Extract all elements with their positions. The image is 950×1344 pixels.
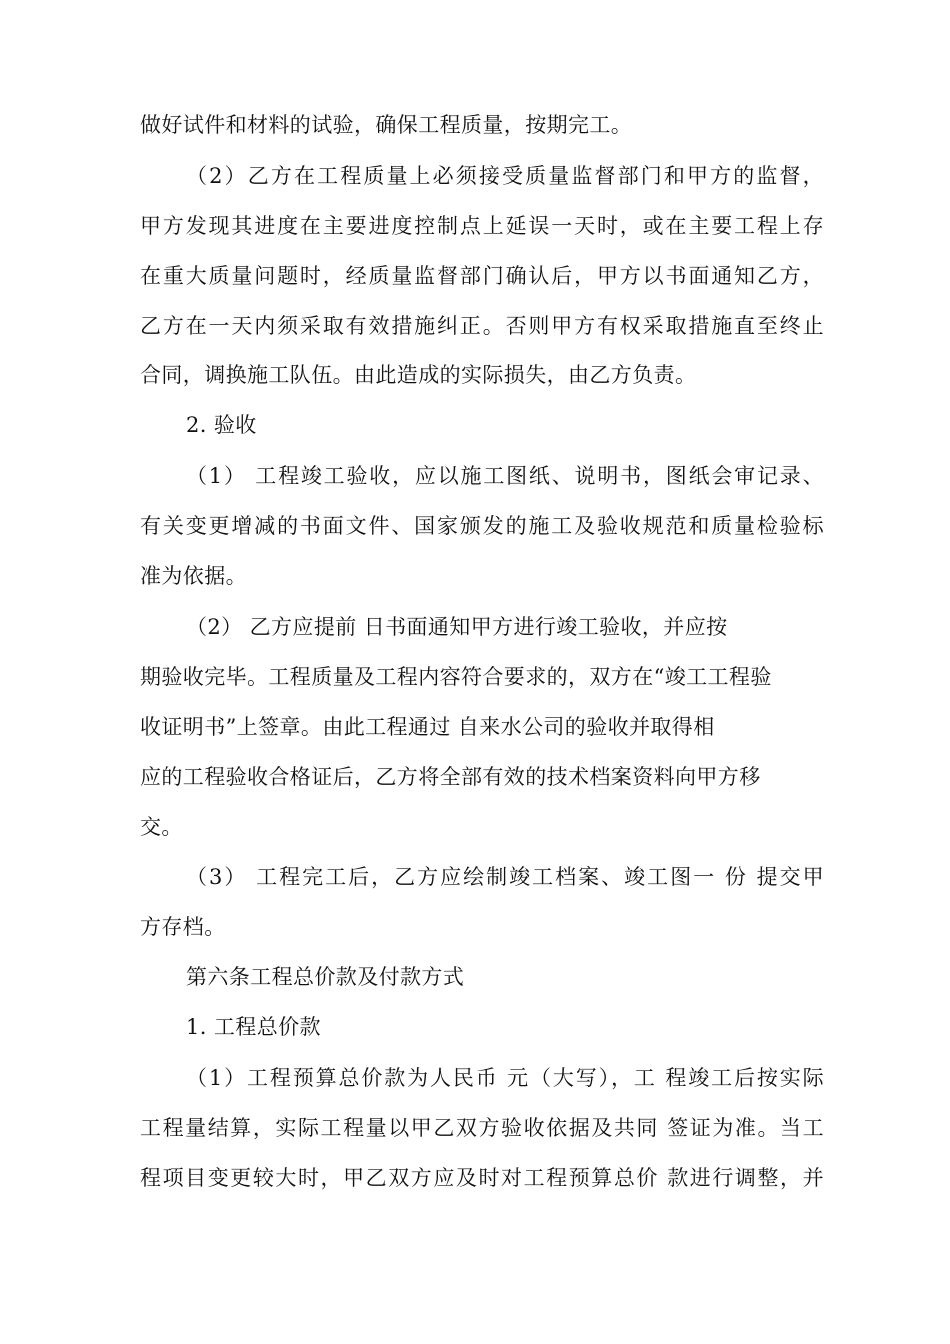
section-heading: 1. 工程总价款 — [186, 1015, 321, 1039]
text-line: （2） 乙方应提前 日书面通知甲方进行竣工验收，并应按 — [186, 615, 728, 639]
text-line: 交。 — [140, 815, 183, 839]
text-line: 乙方在一天内须采取有效措施纠正。否则甲方有权采取措施直至终止 — [140, 314, 824, 338]
text-line: 方存档。 — [140, 915, 226, 939]
text-line: （3） 工程完工后，乙方应绘制竣工档案、竣工图一 份 提交甲 — [186, 865, 824, 889]
text-line: 应的工程验收合格证后，乙方将全部有效的技术档案资料向甲方移 — [140, 765, 761, 789]
text-line: 程项目变更较大时，甲乙双方应及时对工程预算总价 款进行调整，并 — [140, 1166, 824, 1190]
text-line: 期验收完毕。工程质量及工程内容符合要求的，双方在“竣工工程验 — [140, 665, 772, 689]
text-line: 甲方发现其进度在主要进度控制点上延误一天时，或在主要工程上存 — [140, 214, 824, 238]
text-line: 合同，调换施工队伍。由此造成的实际损失，由乙方负责。 — [140, 363, 697, 387]
section-heading: 2. 验收 — [186, 413, 257, 437]
text-line: 在重大质量问题时，经质量监督部门确认后，甲方以书面通知乙方， — [140, 264, 824, 288]
article-heading: 第六条工程总价款及付款方式 — [186, 965, 465, 989]
text-line: 工程量结算，实际工程量以甲乙双方验收依据及共同 签证为准。当工 — [140, 1116, 824, 1140]
text-line: 有关变更增减的书面文件、国家颁发的施工及验收规范和质量检验标 — [140, 514, 824, 538]
text-line: （2）乙方在工程质量上必须接受质量监督部门和甲方的监督， — [186, 164, 824, 188]
text-line: 收证明书”上签章。由此工程通过 自来水公司的验收并取得相 — [140, 715, 715, 739]
text-line: 做好试件和材料的试验，确保工程质量，按期完工。 — [140, 113, 633, 137]
text-line: （1）工程预算总价款为人民币 元（大写），工 程竣工后按实际 — [186, 1066, 824, 1090]
text-line: 准为依据。 — [140, 564, 247, 588]
text-line: （1） 工程竣工验收，应以施工图纸、说明书，图纸会审记录、 — [186, 464, 824, 488]
